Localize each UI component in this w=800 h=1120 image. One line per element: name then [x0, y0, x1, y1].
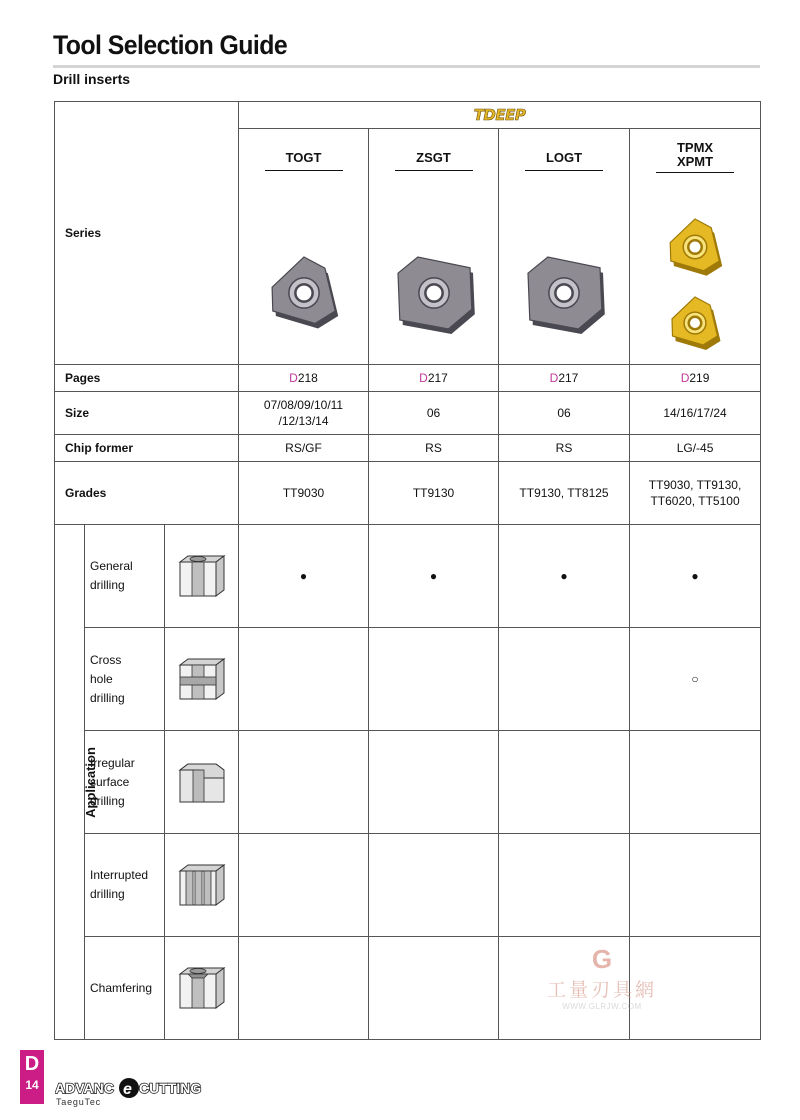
watermark: [537, 944, 667, 1011]
size-value: [499, 392, 630, 435]
hole-top: [190, 968, 206, 973]
series-name: [656, 141, 734, 173]
application-icon-cell: [165, 731, 239, 834]
chip-former-value: RS: [499, 435, 630, 462]
block-face: [216, 556, 224, 596]
insert-image: [374, 241, 494, 351]
brand-header: [239, 102, 761, 129]
page-title: Tool Selection Guide: [53, 30, 288, 60]
insert-body: [528, 257, 605, 334]
insert-image: [635, 217, 755, 357]
page-number: 14: [25, 1078, 39, 1092]
suitability-mark: [630, 731, 761, 834]
application-name-line: drilling: [90, 887, 125, 901]
watermark-glyph: G: [591, 944, 613, 974]
chip-former-row-header: Chip former: [55, 435, 239, 462]
grade-line: TT9130: [412, 486, 455, 500]
series-name: [395, 151, 473, 171]
interrupted-drilling-icon: [180, 865, 224, 905]
drill-hole: [186, 871, 193, 905]
size-line: /12/13/14: [278, 414, 329, 428]
suitability-mark: [239, 628, 369, 731]
application-row: [55, 731, 761, 834]
series-cell: [499, 129, 630, 365]
application-name-line: drilling: [90, 690, 125, 705]
suitability-mark: ●: [499, 525, 630, 628]
suitability-mark: ●: [369, 525, 499, 628]
grades-value: [499, 462, 630, 525]
chip-former-value: RS/GF: [239, 435, 369, 462]
size-line: 06: [557, 406, 571, 420]
block-face: [216, 865, 224, 905]
application-name-line: Cross: [90, 652, 122, 667]
suitability-mark: ●: [239, 525, 369, 628]
page-number-value: 219: [689, 371, 710, 385]
series-name-line: ZSGT: [416, 150, 451, 165]
section-tab-letter: D: [24, 1053, 40, 1075]
drill-hole: [192, 562, 204, 596]
series-cell: [239, 129, 369, 365]
application-name-line: General: [90, 559, 133, 573]
application-name-line: drilling: [90, 578, 125, 592]
page-section-letter: D: [289, 371, 298, 385]
application-name-line: Interrupted: [90, 868, 149, 882]
general-drilling-icon: [180, 556, 224, 596]
suitability-mark: ○: [630, 628, 761, 731]
application-name: [85, 525, 165, 628]
pages-row-header: Pages: [55, 365, 239, 392]
application-icon-cell: [165, 834, 239, 937]
series-name-line: TOGT: [285, 150, 322, 165]
suitability-mark: ●: [630, 525, 761, 628]
suitability-mark: [499, 731, 630, 834]
page-number-value: 218: [297, 371, 318, 385]
cross-hole: [180, 677, 216, 685]
suitability-mark: [239, 937, 369, 1040]
insert-body: [272, 257, 338, 329]
grade-line: TT9030: [282, 486, 325, 500]
series-cell: [630, 129, 761, 365]
chamfering-icon: [176, 962, 228, 1012]
insert-image: [244, 241, 364, 351]
insert-body: [672, 297, 721, 350]
series-name-line: LOGT: [545, 150, 583, 165]
page-reference[interactable]: [369, 365, 499, 392]
page-reference[interactable]: [239, 365, 369, 392]
page-subtitle: Drill inserts: [53, 71, 131, 87]
page-reference[interactable]: [630, 365, 761, 392]
suitability-mark: [499, 834, 630, 937]
size-value: [369, 392, 499, 435]
section-tab: [20, 1050, 44, 1104]
suitability-mark: [369, 731, 499, 834]
chamfer: [188, 974, 208, 978]
suitability-mark: [369, 937, 499, 1040]
grades-value: [369, 462, 499, 525]
tool-selection-table: [54, 101, 761, 1040]
drill-hole: [204, 871, 211, 905]
cross-hole-drilling-icon: [180, 659, 224, 699]
application-row: [55, 628, 761, 731]
chip-former-value: LG/-45: [630, 435, 761, 462]
page-section-letter: D: [680, 371, 690, 385]
application-icon-cell: [165, 937, 239, 1040]
application-name-line: Chamfering: [90, 980, 153, 995]
logo-text-e: e: [123, 1081, 132, 1098]
size-line: 07/08/09/10/11: [263, 398, 344, 412]
application-row-header: [55, 525, 98, 1040]
irregular-surface-drilling-icon: [176, 756, 228, 806]
grades-value: [239, 462, 369, 525]
page-section-letter: D: [419, 371, 428, 385]
size-row-header: Size: [55, 392, 239, 435]
series-name: [265, 151, 343, 171]
suitability-mark: [239, 731, 369, 834]
page-number-value: 217: [427, 371, 448, 385]
grades-row-header: Grades: [55, 462, 239, 525]
suitability-mark: [369, 628, 499, 731]
application-icon-cell: [165, 628, 239, 731]
series-name-line: XPMT: [676, 154, 714, 169]
block-face: [216, 659, 224, 699]
drill-hole: [192, 974, 204, 1008]
block-face: [216, 968, 224, 1008]
application-row: [55, 525, 761, 628]
grade-line: TT6020, TT5100: [650, 494, 740, 508]
general-drilling-icon: [176, 550, 228, 600]
logo-text-advanc: ADVANC: [55, 1080, 114, 1096]
logo-text-cutting: CUTTING: [139, 1080, 202, 1096]
advance-cutting-logo: [55, 1074, 205, 1108]
logo-tagline: TaeguTec: [56, 1097, 101, 1107]
grade-line: TT9130, TT8125: [519, 486, 609, 500]
page-section-letter: D: [549, 371, 559, 385]
suitability-mark: [369, 834, 499, 937]
insert-image: [504, 241, 624, 351]
interrupted-drilling-icon: [176, 859, 228, 909]
size-line: 14/16/17/24: [663, 406, 727, 420]
chip-former-value: RS: [369, 435, 499, 462]
size-value: [630, 392, 761, 435]
application-name-line: Irregular: [90, 755, 135, 770]
insert-hole: [689, 317, 701, 329]
series-cell: [369, 129, 499, 365]
insert-hole: [688, 240, 701, 253]
chamfering-icon: [180, 968, 224, 1008]
application-name-line: surface: [90, 774, 130, 789]
application-row: [55, 834, 761, 937]
page-reference[interactable]: [499, 365, 630, 392]
drill-hole: [195, 871, 202, 905]
suitability-mark: [630, 834, 761, 937]
insert-hole: [425, 284, 442, 301]
size-line: 06: [426, 406, 441, 420]
drill-hole: [193, 770, 204, 802]
cross-hole-drilling-icon: [176, 653, 228, 703]
application-name-line: drilling: [90, 793, 125, 808]
insert-hole: [295, 284, 312, 301]
irregular-surface-drilling-icon: [180, 764, 224, 802]
hole-top: [190, 556, 206, 561]
page-number-value: 217: [558, 371, 579, 385]
grades-value: [630, 462, 761, 525]
title-rule: [53, 65, 760, 68]
application-label: Application: [82, 746, 98, 818]
insert-body: [670, 219, 722, 276]
watermark-chinese-text: 工量刃具網: [546, 980, 657, 1001]
insert-hole: [555, 284, 572, 301]
suitability-mark: [499, 628, 630, 731]
watermark-url: WWW.GLRJW.COM: [562, 1002, 642, 1011]
size-value: [239, 392, 369, 435]
application-name: [85, 834, 165, 937]
tdeep-logo: TDEEP: [473, 106, 526, 124]
suitability-mark: [239, 834, 369, 937]
series-name-line: TPMX: [676, 140, 714, 155]
application-icon-cell: [165, 525, 239, 628]
application-name: [85, 937, 165, 1040]
application-name: [85, 628, 165, 731]
grade-line: TT9030, TT9130,: [648, 478, 742, 492]
series-row-header: Series: [55, 102, 239, 365]
application-name-line: hole: [90, 671, 113, 686]
series-name: [525, 151, 603, 171]
insert-body: [398, 257, 475, 334]
